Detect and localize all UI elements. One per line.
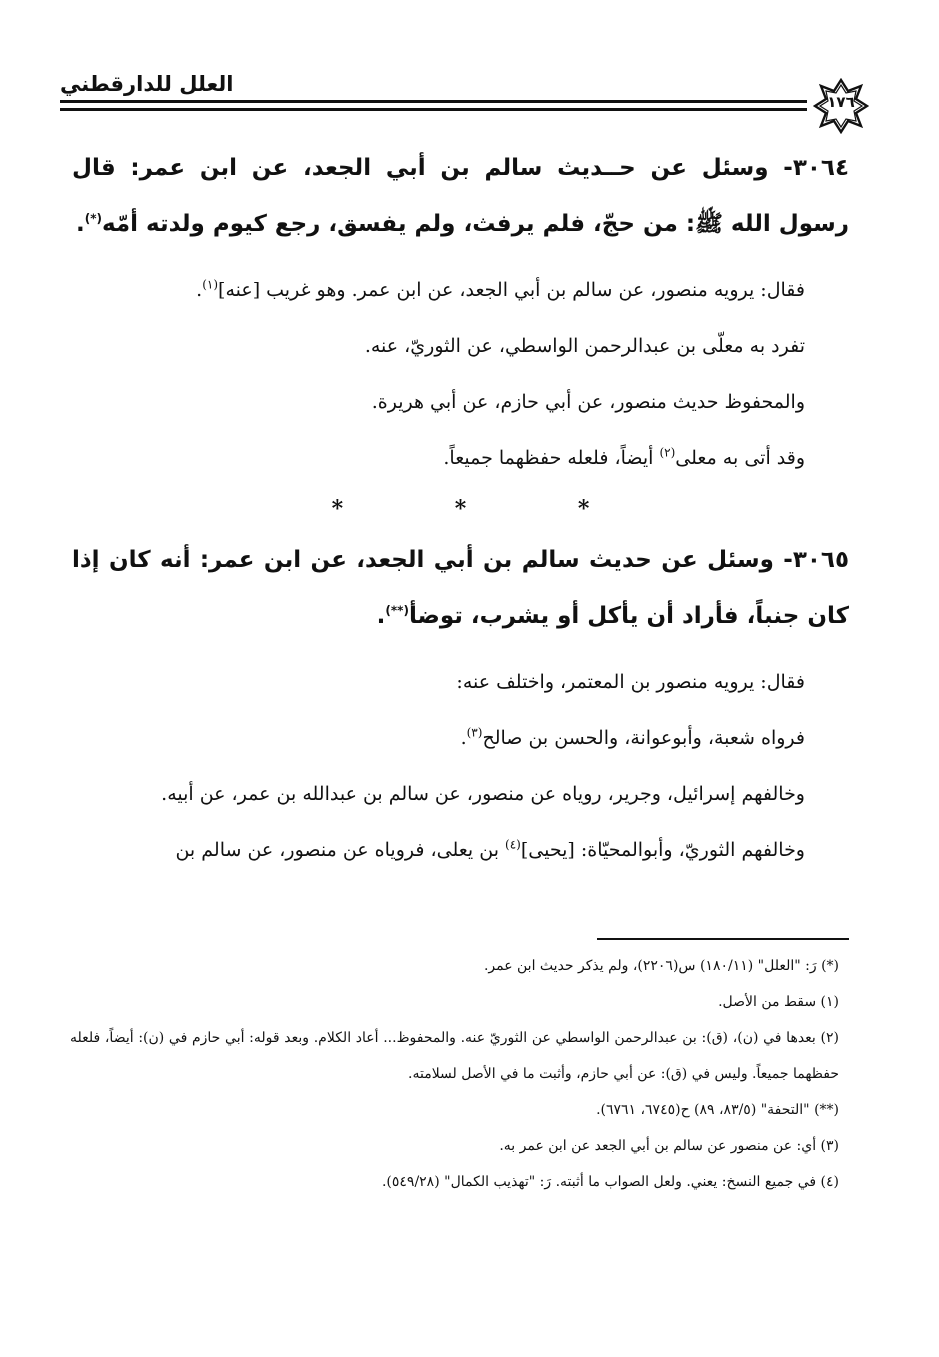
entry-heading-text: ٣٠٦٥- وسئل عن حديث سالم بن أبي الجعد، عن ابن عمر: أنه كان إذا كان جنباً، فأراد أن يأكل أو يشرب، توضأ (72, 547, 849, 629)
page-number-badge (813, 78, 869, 134)
paragraph-end: . (460, 727, 467, 749)
entry-heading-3064 (72, 140, 849, 252)
entry-heading-end: . (75, 211, 85, 237)
entry-heading-3065 (72, 532, 849, 644)
running-title: العلل للدارقطني (60, 72, 234, 96)
footnote: (٤) في جميع النسخ: يعني. ولعل الصواب ما أثبته. رَ: "تهذيب الكمال" (٥٤٩/٢٨). (381, 1174, 839, 1190)
main-content (72, 140, 849, 878)
footnote: (٢) بعدها في (ن)، (ق): بن عبدالرحمن الواسطي عن الثوريّ عنه. والمحفوظ... أعاد الكلام. وبعد قوله: أبي حازم في (ن): أيضاً، فلعله حفظهما جميعاً. وليس في (ق): عن أبي حازم، وأثبت ما في الأصل لسلامته. (70, 1030, 839, 1082)
paragraph (72, 710, 849, 766)
footnote-ref: (٤) (505, 837, 521, 852)
paragraph-text: وخالفهم إسرائيل، وجرير، روياه عن منصور، عن سالم بن عبدالله بن عمر، عن أبيه. (161, 783, 805, 805)
paragraph (72, 822, 849, 878)
paragraph-text: تفرد به معلّى بن عبدالرحمن الواسطي، عن الثوريّ، عنه. (364, 335, 805, 357)
header-rule-top (60, 100, 807, 103)
footnote: (**) "التحفة" (٨٣/٥، ٨٩) ح(٦٧٤٥، ٦٧٦١). (596, 1102, 839, 1118)
paragraph (72, 766, 849, 822)
paragraph-text: والمحفوظ حديث منصور، عن أبي حازم، عن أبي هريرة. (371, 391, 805, 413)
paragraph-end: أيضاً، فلعله حفظهما جميعاً. (443, 447, 660, 469)
footnote-ref: (٣) (466, 725, 483, 740)
paragraph-text: فرواه شعبة، وأبوعوانة، والحسن بن صالح (482, 727, 805, 749)
footnote: (*) رَ: "العلل" (١٨٠/١١) س(٢٢٠٦)، ولم يذكر حديث ابن عمر. (483, 958, 839, 974)
footnote-rule (597, 938, 849, 940)
section-separator: * * * (331, 496, 642, 522)
paragraph-text: فقال: يرويه منصور، عن سالم بن أبي الجعد، عن ابن عمر. وهو غريب [عنه] (218, 279, 805, 301)
header-rule-bottom (60, 108, 807, 111)
paragraph-text: وقد أتى به معلى (675, 447, 805, 469)
paragraph (72, 654, 849, 710)
paragraph-text: وخالفهم الثوريّ، وأبوالمحيّاة: [يحيى] (520, 839, 805, 861)
entry-heading-end: . (376, 603, 386, 629)
page-number: ١٧٦ (827, 93, 855, 111)
footnote: (٣) أي: عن منصور عن سالم بن أبي الجعد عن ابن عمر به. (499, 1138, 839, 1154)
paragraph (72, 318, 849, 374)
paragraph (72, 262, 849, 318)
entry-heading-text: ٣٠٦٤- وسئل عن حــديث سالم بن أبي الجعد، عن ابن عمر: قال رسول الله ﷺ: من حجّ، فلم يرفث، ولم يفسق، رجع كيوم ولدته أمّه (72, 155, 849, 237)
footnote-ref: (١) (202, 277, 219, 292)
paragraph (72, 430, 849, 486)
paragraph (72, 374, 849, 430)
footnote: (١) سقط من الأصل. (718, 994, 839, 1010)
page-header (60, 68, 869, 138)
paragraph-text: فقال: يرويه منصور بن المعتمر، واختلف عنه: (456, 671, 805, 693)
footnote-ref: (*) (84, 211, 102, 226)
footnote-ref: (**) (385, 603, 409, 618)
footnote-ref: (٢) (659, 445, 676, 460)
paragraph-end: . (196, 279, 203, 301)
paragraph-end: بن يعلى، فروياه عن منصور، عن سالم بن (175, 839, 506, 861)
footnotes (70, 948, 839, 1200)
